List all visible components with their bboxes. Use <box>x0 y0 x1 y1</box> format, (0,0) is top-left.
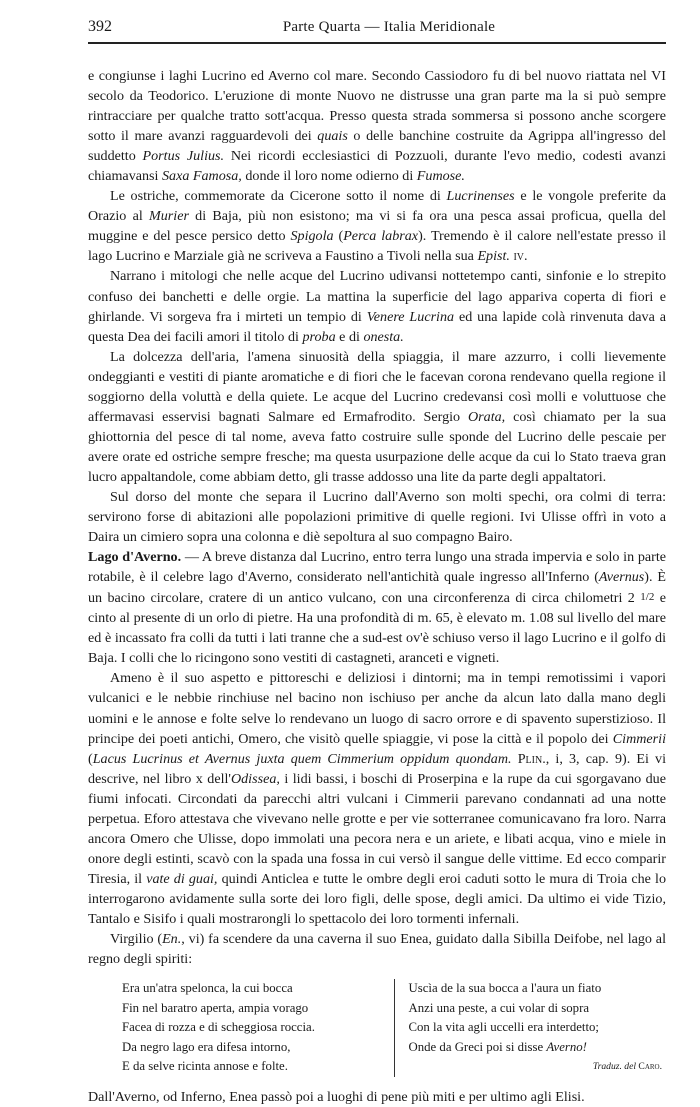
italic-term: proba <box>302 328 336 345</box>
verse-line: Uscìa de la sua bocca a l'aura un fiato <box>408 981 602 996</box>
italic-term: Spigola <box>290 228 334 245</box>
italic-term: Venere Lucrina <box>366 308 455 325</box>
italic-term: Perca labrax <box>343 228 419 245</box>
italic-term: Cimmerii <box>612 730 666 747</box>
text-span: ). È un bacino circolare, cratere di un antico vulcano, con una circonferenza di circa chilometri 2 <box>88 569 666 607</box>
italic-term: Saxa Famosa, <box>161 168 242 185</box>
page-header <box>88 18 666 44</box>
text-span: , i, 3, cap. 9). Ei vi descrive, nel libro x dell' <box>88 750 666 787</box>
running-title: Parte Quarta — Italia Meridionale <box>282 19 496 35</box>
verse-line: Da negro lago era difesa intorno, <box>122 1039 291 1054</box>
text-span: di Baja, più non esistono; ma vi si fa ora una pesca assai proficua, quella del muggine e del pesce persico detto <box>88 208 666 245</box>
text-span: iv. <box>509 248 528 265</box>
italic-term: Odissea, <box>230 770 280 787</box>
italic-term: Fumose. <box>416 168 465 185</box>
italic-term: Avernus <box>598 569 645 586</box>
text-span: , vi) fa scendere da una caverna il suo Enea, guidato dalla Sibilla Deifobe, nel lago al regno degli spiriti: <box>88 931 666 968</box>
text-span: i lidi bassi, i boschi di Proserpina e la rupe da cui sgorgavano due fiumi infocati. Circondati da parecchi altri vulcani i Cimmerii parevano condannati ad una notte perpetua. Eforo attestava che vivevano nelle grotte e per vie sotterranee comunicavano fra loro. Narra ancora Omero che Ulisse, dopo immolati una pecora nera e un ariete, e libati acqua, vino e miele in onore degli estinti, scavò con la spada una fossa in cui versò il sangue delle vittime. Ed ecco comparir Tiresia, il <box>88 770 666 887</box>
italic-term: Lucrinenses <box>446 188 515 205</box>
text-span: La dolcezza dell'aria, l'amena sinuosità della spiaggia, il mare azzurro, i colli lievemente ondeggianti e vestiti di piante aromatiche e di fiori che le facevan corona rendevano quella regione il soggiorno della voluttà e della quiete. Le acque del Lucrino credevansi così molli e voluttuose che affermavasi esservisi bagnati Salmare ed Ermafrodito. Sergio <box>88 348 666 425</box>
verse-line: Era un'atra spelonca, la cui bocca <box>122 981 293 996</box>
italic-term: Murier <box>149 208 189 225</box>
paragraph-5 <box>88 487 666 547</box>
closing-line: Dall'Averno, od Inferno, Enea passò poi a luoghi di pene più miti e per ultimo agli Elisi. <box>88 1089 585 1106</box>
verse-line: Anzi una peste, a cui volar di sopra <box>408 1000 590 1015</box>
translation-credit <box>409 1057 663 1077</box>
paragraph-7 <box>88 668 666 929</box>
translator-name: Caro. <box>638 1061 662 1073</box>
text-span: Nei ricordi ecclesiastici di Pozzuoli, durante l'evo medio, codesti avanzi chiamavansi <box>88 148 666 185</box>
italic-term: Averno! <box>546 1039 587 1054</box>
verse-column-right <box>395 979 667 1077</box>
text-span: ( <box>333 228 344 245</box>
italic-term: vate di guai, <box>146 870 218 887</box>
text-span: e le vongole preferite da Orazio al <box>88 188 666 225</box>
text-span: Narrano i mitologi che nelle acque del Lucrino udivansi nottetempo canti, sinfonie e lo strepito confuso dei banchetti e delle orgie. La mattina la superficie del lago appariva coperta di fiori e ghirlande. Vi sorgeva fra i mirteti un tempio di <box>88 268 666 325</box>
text-span: e cinto al presente di un orlo di pietre. Ha una profondità di m. 65, è elevato m. 1.08 sul livello del mare ed è incassato fra colli da tutti i lati tranne che a sud-est ov'è schiuso verso il lago Lucrino e il golfo di Baja. I colli che lo ricingono sono vestiti di castagneti, aranceti e vigneti. <box>88 590 667 667</box>
section-lead-term: Lago d'Averno. <box>88 549 182 566</box>
page-body <box>88 66 666 1107</box>
italic-term: Portus Julius. <box>142 148 225 165</box>
verse-column-left <box>122 979 395 1077</box>
text-span: Virgilio ( <box>110 931 163 948</box>
italic-term: quais <box>317 128 348 145</box>
paragraph-3 <box>88 266 666 346</box>
page-number: 392 <box>88 18 112 35</box>
paragraph-4 <box>88 347 666 487</box>
text-span: Traduz. del <box>592 1061 639 1073</box>
text-span: Le ostriche, commemorate da Cicerone sotto il nome di <box>110 188 447 205</box>
text-span: Onde da Greci poi si disse <box>408 1039 547 1054</box>
paragraph-8 <box>88 929 666 969</box>
text-span: così chiamato per la sua ghiottornia del pesce di tal nome, aveva fatto costruire sulle sponde del Lucrino delle pescaie per avere orate ed ostriche sempre fresche; ma questa usurpazione delle acque da cui lo Stato traeva gran lucro appaltandole, come abbiam detto, gli trasse addosso una lite da parte degli appaltatori. <box>88 408 666 485</box>
text-span: ed una lapide colà rinvenuta dava a questa Dea dei facili amori il titolo di <box>88 308 666 345</box>
italic-term: Orata, <box>467 408 506 425</box>
text-span: donde il loro nome odierno di <box>241 168 417 185</box>
paragraph-lago-averno <box>88 547 666 668</box>
paragraph-2 <box>88 186 666 266</box>
text-span: e congiunse i laghi Lucrino ed Averno col mare. Secondo Cassiodoro fu di bel nuovo riattata nel VI secolo da Teodorico. L'eruzione di monte Nuovo ne distrusse una gran parte ma la si può sempre rintracciare per qualche tratto sott'acqua. Presso questa strada sommersa si possono anche scorgere sotto il mare avanzi ragguardevoli dei <box>88 68 666 145</box>
text-span: o delle banchine costruite da Agrippa all'ingresso del suddetto <box>88 128 666 165</box>
verse-line: Fin nel baratro aperta, ampia vorago <box>122 1000 309 1015</box>
verse-line <box>409 1038 667 1058</box>
text-span: e di <box>335 328 364 345</box>
paragraph-1 <box>88 66 666 186</box>
italic-term: Lacus Lucrinus et Avernus juxta quem Cimmerium oppidum quondam. <box>92 750 512 767</box>
italic-term: Epist. <box>477 248 510 265</box>
book-page <box>88 18 666 1107</box>
italic-term: En. <box>162 931 182 948</box>
verse-line: E da selve ricinta annose e folte. <box>122 1059 288 1074</box>
text-span: — A breve distanza dal Lucrino, entro terra lungo una strada impervia e solo in parte rotabile, è il celebre lago d'Averno, considerato nell'antichità quale ingresso all'Inferno ( <box>88 549 666 586</box>
italic-term: onesta. <box>363 328 404 345</box>
text-span: ). Tremendo è il calore nell'estate presso il lago Lucrino e Marziale già ne scriveva a Faustino a Tivoli nella sua <box>88 228 667 265</box>
verse-line: Con la vita agli uccelli era interdetto; <box>408 1020 599 1035</box>
text-span: ( <box>88 750 93 767</box>
text-span: Ameno è il suo aspetto e pittoreschi e deliziosi i dintorni; ma in tempi remotissimi i vapori vulcanici e le nebbie rinchiuse nel bacino non ischiuso per anche da alcun lato dalla mano degli uomini e le annose e folte selve lo rendevano un luogo di sacro orrore e di spavento superstizioso. Il principe dei poeti antichi, Omero, che visitò quelle spiaggie, vi pose la città e il popolo dei <box>88 670 666 747</box>
fraction: 1/2 <box>640 591 655 604</box>
text-span: quindi Anticlea e tutte le ombre degli eroi caduti sotto le mura di Troia che lo interrogarono avidamente sulla sorte dei loro figli, delle spose, degli amici. Da ultimo ei vide Tizio, Tantalo e Sisifo i quali mostrarongli lo spettacolo dei loro tormenti infernali. <box>88 870 666 927</box>
author-citation: Plin. <box>517 750 546 767</box>
text-span: Sul dorso del monte che separa il Lucrino dall'Averno son molti spechi, ora colmi di terra: servirono forse di abitazioni alle popolazioni primitive di quelle regioni. Ivi Ulisse offrì in voto a Daira un cimiero sopra una colonna e diè sepoltura al suo compagno Bairo. <box>88 488 666 546</box>
verse-quotation <box>122 979 666 1077</box>
verse-line: Facea di rozza e di scheggiosa roccia. <box>122 1020 315 1035</box>
